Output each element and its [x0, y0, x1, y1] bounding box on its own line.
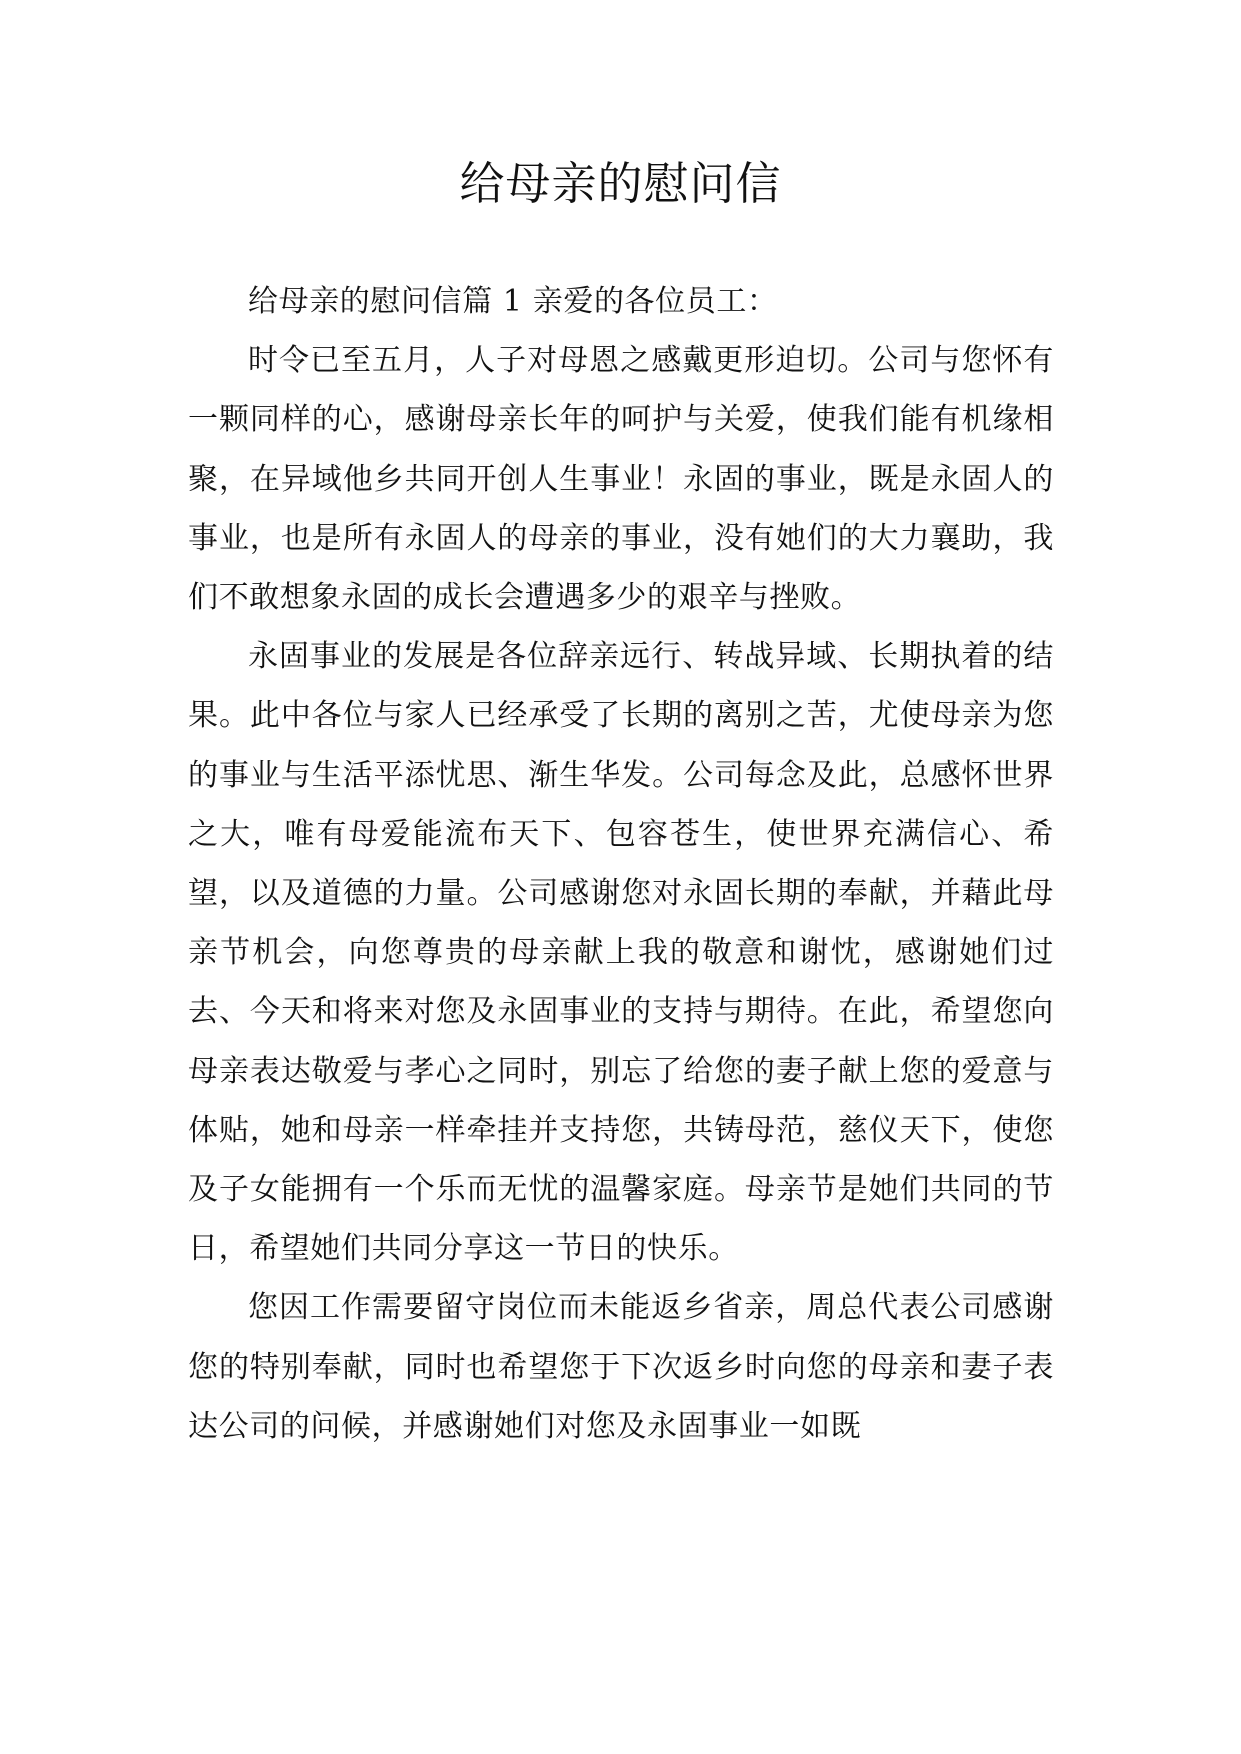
letter-body	[188, 272, 1054, 1456]
paragraph: 永固事业的发展是各位辞亲远行、转战异域、长期执着的结果。此中各位与家人已经承受了长期的离别之苦，尤使母亲为您的事业与生活平添忧思、渐生华发。公司每念及此，总感怀世界之大，唯有母爱能流布天下、包容苍生，使世界充满信心、希望，以及道德的力量。公司感谢您对永固长期的奉献，并藉此母亲节机会，向您尊贵的母亲献上我的敬意和谢忱，感谢她们过去、今天和将来对您及永固事业的支持与期待。在此，希望您向母亲表达敬爱与孝心之同时，别忘了给您的妻子献上您的爱意与体贴，她和母亲一样牵挂并支持您，共铸母范，慈仪天下，使您及子女能拥有一个乐而无忧的温馨家庭。母亲节是她们共同的节日，希望她们共同分享这一节日的快乐。	[188, 639, 1054, 1267]
paragraph: 您因工作需要留守岗位而未能返乡省亲，周总代表公司感谢您的特别奉献，同时也希望您于下次返乡时向您的母亲和妻子表达公司的问候，并感谢她们对您及永固事业一如既	[188, 1290, 1054, 1444]
paragraph: 时令已至五月，人子对母恩之感戴更形迫切。公司与您怀有一颗同样的心，感谢母亲长年的呵护与关爱，使我们能有机缘相聚，在异域他乡共同开创人生事业！永固的事业，既是永固人的事业，也是所有永固人的母亲的事业，没有她们的大力襄助，我们不敢想象永固的成长会遭遇多少的艰辛与挫败。	[188, 343, 1054, 616]
document-title: 给母亲的慰问信	[459, 157, 782, 210]
paragraph-greeting: 给母亲的慰问信篇 1 亲爱的各位员工：	[248, 284, 778, 319]
